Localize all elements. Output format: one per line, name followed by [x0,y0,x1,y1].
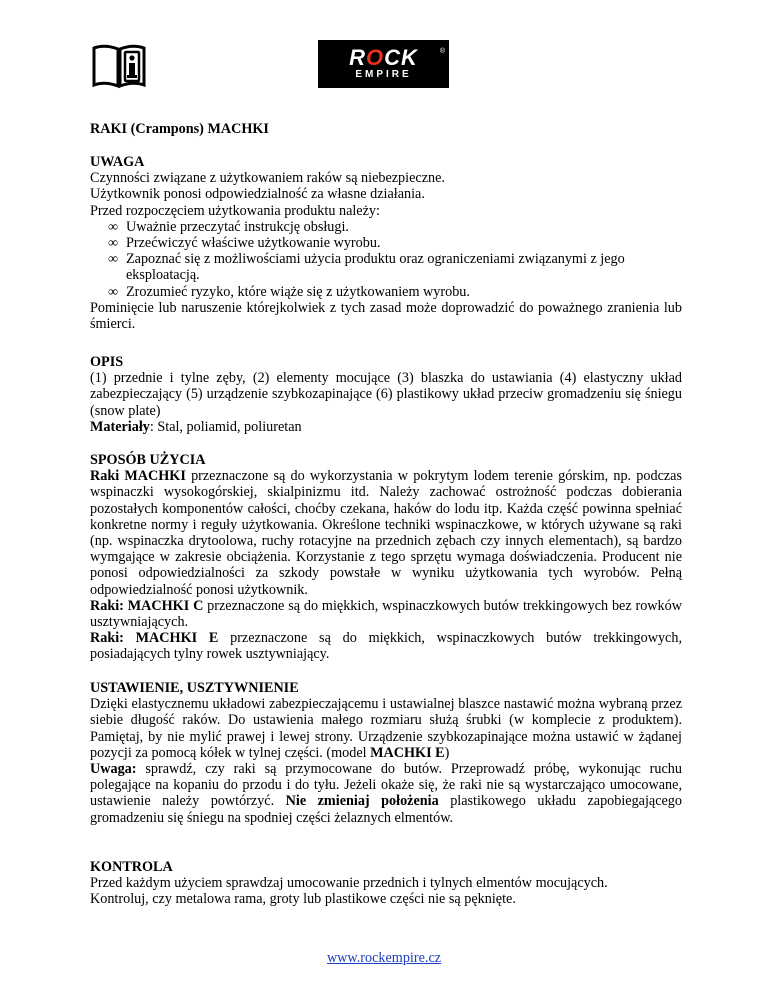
warning-closing: Pominięcie lub naruszenie którejkolwiek z tych zasad może doprowadzić do poważnego zranienia lub śmierci. [90,299,682,333]
document-title: RAKI (Crampons) MACHKI [90,121,269,137]
control-section [90,859,682,908]
usage-paragraph: Raki: MACHKI C przeznaczone są do miękkich, wspinaczkowych butów trekkingowych bez rowków usztywniających. [90,597,682,631]
warning-section [90,154,682,332]
setting-paragraph: Dzięki elastycznemu układowi zabezpieczającemu i ustawialnej blaszce nastawić można wybraną przez siebie długość raków. Do ustawienia małego rozmiaru służą śrubki (w komplecie z produktem). Pamiętaj, by nie mylić prawej i lewej strony. Urządzenie szybkozapinające można ustawić w żądanej pozycji za pomocą kółek w tylnej części. (model MACHKI E) [90,696,682,761]
warning-line: Czynności związane z użytkowaniem raków są niebezpieczne. [90,170,445,187]
warning-heading: UWAGA [90,154,145,170]
list-item: ∞ Przećwiczyć właściwe użytkowanie wyrobu. [108,235,381,252]
setting-section [90,680,682,826]
materials-line: Materiały: Stal, poliamid, poliuretan [90,418,302,435]
usage-paragraph: Raki: MACHKI E przeznaczone są do miękkich, wspinaczkowych butów trekkingowych, posiadających tylny rowek usztywniający. [90,630,682,663]
usage-heading: SPOSÓB UŻYCIA [90,452,206,468]
warning-line: Przed rozpoczęciem użytkowania produktu należy: [90,202,380,219]
control-line: Przed każdym użyciem sprawdzaj umocowanie przednich i tylnych elmentów mocujących. [90,875,608,892]
rock-empire-logo: ROCK EMPIRE ® [318,40,449,88]
control-heading: KONTROLA [90,859,173,875]
list-item: ∞ Zapoznać się z możliwościami użycia produktu oraz ograniczeniami związanymi z jego eksploatacją. [108,251,625,284]
website-link[interactable]: www.rockempire.cz [326,950,442,966]
info-book-icon [91,40,147,90]
description-section [90,354,682,435]
usage-paragraph: Raki MACHKI przeznaczone są do wykorzystania w pokrytym lodem terenie górskim, np. podczas wspinaczki wysokogórskiej, skialpinizmu itd. Należy zachować ostrożność podczas dobierania pozostałych komponentów całości, choćby czekana, haków do lodu itp. Każda część powinna spełniać konkretne normy i reguły użytkowania. Określone techniki wspinaczkowe, w których używane są raki (np. wspinaczka drytoolowa, ruchy rotacyjne na przednich zębach czy innych elementach), są bardzo wymgające w zakresie obciążenia. Korzystanie z tego sprzętu wymaga doświadczenia. Producent nie ponosi odpowiedzialności za szkody powstałe w wyniku użytkowania tych wyrobów. Pełną odpowiedzialność ponosi użytkownik. [90,468,682,598]
list-item: ∞ Uważnie przeczytać instrukcję obsługi. [108,218,349,235]
control-line: Kontroluj, czy metalowa rama, groty lub plastikowe części nie są pęknięte. [90,891,516,908]
setting-heading: USTAWIENIE, USZTYWNIENIE [90,680,299,696]
warning-line: Użytkownik ponosi odpowiedzialność za własne działania. [90,186,425,203]
description-heading: OPIS [90,354,124,370]
warning-list [90,219,682,300]
usage-section [90,452,682,663]
description-text: (1) przednie i tylne zęby, (2) elementy mocujące (3) blaszka do ustawiania (4) elastyczny układ zabezpieczający (5) urządzenie szybkozapinające (6) plastikowy układ przeciw gromadzeniu się śniegu (snow plate) [90,370,682,419]
list-item: ∞ Zrozumieć ryzyko, które wiąże się z użytkowaniem wyrobu. [108,283,470,300]
setting-paragraph: Uwaga: sprawdź, czy raki są przymocowane do butów. Przeprowadź próbę, wykonując ruchu polegające na kopaniu do przodu i do tyłu. Jeżeli okaże się, że raki nie są wystarczająco umocowane, ustawienie należy powtórzyć. Nie zmieniaj położenia plastikowego układu zapobiegającego gromadzeniu się śniegu na spodniej części żelaznych elmentów. [90,761,682,826]
